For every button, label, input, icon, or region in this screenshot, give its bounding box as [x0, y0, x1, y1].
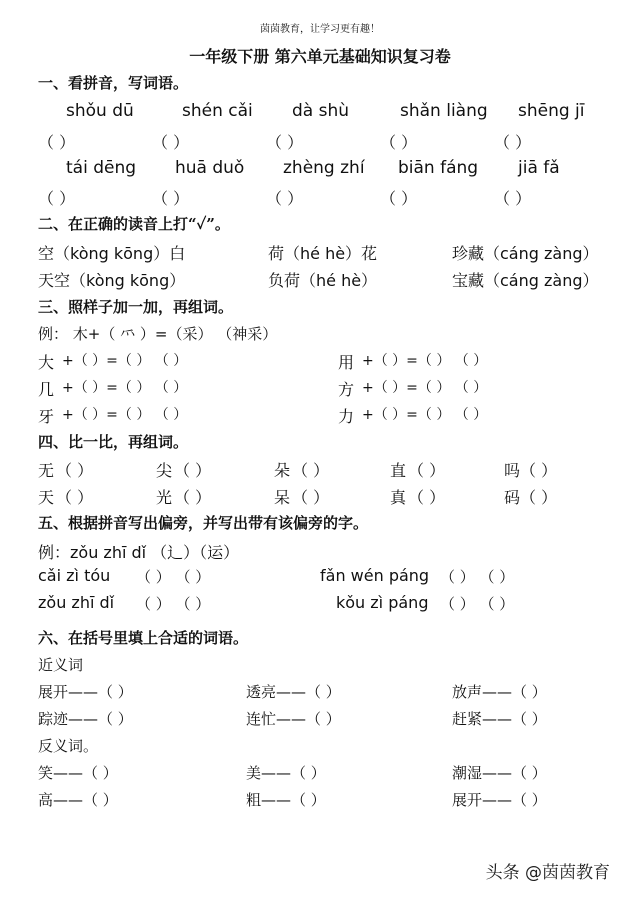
compare-char: 呆: [274, 488, 291, 507]
add-formula[interactable]: +（ ）=（ ） （ ）: [362, 380, 488, 396]
compare-char: 无: [38, 461, 55, 480]
add-formula[interactable]: +（ ）=（ ） （ ）: [62, 353, 188, 369]
antonym-item[interactable]: 高——（ ）: [38, 791, 118, 809]
answer-blank[interactable]: （ ） （ ）: [440, 568, 515, 586]
answer-blank[interactable]: （ ）: [38, 133, 76, 152]
char-right: 方: [338, 380, 355, 399]
section1-heading: 一、看拼音，写词语。: [38, 74, 189, 92]
answer-blank[interactable]: （ ）: [174, 461, 212, 480]
radical-pinyin: zǒu zhī dǐ: [38, 593, 115, 612]
antonym-item[interactable]: 展开——（ ）: [452, 791, 547, 809]
section6-heading: 六、在括号里填上合适的词语。: [38, 629, 249, 647]
reading-choice[interactable]: 珍藏（cáng zàng）: [452, 244, 599, 263]
char-right: 用: [338, 353, 355, 372]
pinyin-item: shén cǎi: [182, 101, 253, 121]
answer-blank[interactable]: （ ）: [174, 488, 212, 507]
answer-blank[interactable]: （ ）: [494, 189, 532, 208]
answer-blank[interactable]: （ ） （ ）: [440, 595, 515, 613]
example-line: 例： 木+（ ⺤ ）=（采） （神采）: [38, 325, 278, 343]
answer-blank[interactable]: （ ）: [292, 488, 330, 507]
answer-blank[interactable]: （ ）: [152, 133, 190, 152]
answer-blank[interactable]: （ ）: [292, 461, 330, 480]
antonym-label: 反义词。: [38, 737, 99, 755]
pinyin-item: huā duǒ: [175, 158, 245, 178]
compare-char: 码: [504, 488, 521, 507]
section2-heading: 二、在正确的读音上打“✓”。: [38, 215, 230, 233]
pinyin-item: shǎn liàng: [400, 101, 488, 121]
synonym-item[interactable]: 踪迹——（ ）: [38, 710, 133, 728]
reading-choice[interactable]: 空（kòng kōng）白: [38, 244, 186, 263]
radical-pinyin: cǎi zì tóu: [38, 566, 111, 585]
answer-blank[interactable]: （ ）: [380, 133, 418, 152]
antonym-item[interactable]: 粗——（ ）: [246, 791, 326, 809]
answer-blank[interactable]: （ ）: [266, 133, 304, 152]
reading-choice[interactable]: 宝藏（cáng zàng）: [452, 271, 599, 290]
answer-blank[interactable]: （ ）: [494, 133, 532, 152]
reading-choice[interactable]: 天空（kòng kōng）: [38, 271, 186, 290]
answer-blank[interactable]: （ ） （ ）: [136, 568, 211, 586]
add-formula[interactable]: +（ ）=（ ） （ ）: [362, 407, 488, 423]
pinyin-item: shǒu dū: [66, 101, 134, 121]
char-left: 牙: [38, 407, 55, 426]
antonym-item[interactable]: 潮湿——（ ）: [452, 764, 547, 782]
pinyin-item: zhèng zhí: [283, 158, 365, 178]
radical-pinyin: fǎn wén páng: [320, 566, 430, 585]
answer-blank[interactable]: （ ）: [520, 461, 558, 480]
synonym-item[interactable]: 放声——（ ）: [452, 683, 547, 701]
page-title: 一年级下册 第六单元基础知识复习卷: [189, 47, 451, 66]
radical-pinyin: kǒu zì páng: [336, 593, 429, 612]
antonym-item[interactable]: 美——（ ）: [246, 764, 326, 782]
char-left: 几: [38, 380, 55, 399]
synonym-item[interactable]: 赶紧——（ ）: [452, 710, 547, 728]
section5-heading: 五、根据拼音写出偏旁，并写出带有该偏旁的字。: [38, 514, 369, 532]
pinyin-item: tái dēng: [66, 158, 137, 178]
answer-blank[interactable]: （ ）: [56, 461, 94, 480]
compare-char: 尖: [156, 461, 173, 480]
answer-blank[interactable]: （ ）: [408, 461, 446, 480]
add-formula[interactable]: +（ ）=（ ） （ ）: [362, 353, 488, 369]
answer-blank[interactable]: （ ）: [266, 189, 304, 208]
example-line: 例：zǒu zhī dǐ （辶）（运）: [38, 543, 240, 562]
answer-blank[interactable]: （ ）: [408, 488, 446, 507]
compare-char: 光: [156, 488, 173, 507]
compare-char: 直: [390, 461, 407, 480]
add-formula[interactable]: +（ ）=（ ） （ ）: [62, 380, 188, 396]
synonym-item[interactable]: 透亮——（ ）: [246, 683, 341, 701]
reading-choice[interactable]: 荷（hé hè）花: [268, 244, 378, 263]
pinyin-item: shēng jī: [518, 101, 585, 121]
synonym-item[interactable]: 展开——（ ）: [38, 683, 133, 701]
compare-char: 朵: [274, 461, 291, 480]
answer-blank[interactable]: （ ） （ ）: [136, 595, 211, 613]
synonym-label: 近义词: [38, 656, 84, 674]
page-header: 茵茵教育，让学习更有趣！: [260, 24, 380, 35]
char-right: 力: [338, 407, 355, 426]
watermark: 头条 @茵茵教育: [485, 863, 610, 883]
antonym-item[interactable]: 笑——（ ）: [38, 764, 118, 782]
add-formula[interactable]: +（ ）=（ ） （ ）: [62, 407, 188, 423]
synonym-item[interactable]: 连忙——（ ）: [246, 710, 341, 728]
compare-char: 天: [38, 488, 55, 507]
reading-choice[interactable]: 负荷（hé hè）: [268, 271, 378, 290]
section4-heading: 四、比一比，再组词。: [38, 433, 189, 451]
section3-heading: 三、照样子加一加，再组词。: [38, 298, 234, 316]
answer-blank[interactable]: （ ）: [38, 189, 76, 208]
answer-blank[interactable]: （ ）: [380, 189, 418, 208]
compare-char: 吗: [504, 461, 521, 480]
pinyin-item: biān fáng: [398, 158, 479, 178]
pinyin-item: dà shù: [292, 101, 350, 121]
answer-blank[interactable]: （ ）: [56, 488, 94, 507]
answer-blank[interactable]: （ ）: [520, 488, 558, 507]
answer-blank[interactable]: （ ）: [152, 189, 190, 208]
char-left: 大: [38, 353, 55, 372]
compare-char: 真: [390, 488, 407, 507]
pinyin-item: jiā fǎ: [518, 158, 560, 178]
